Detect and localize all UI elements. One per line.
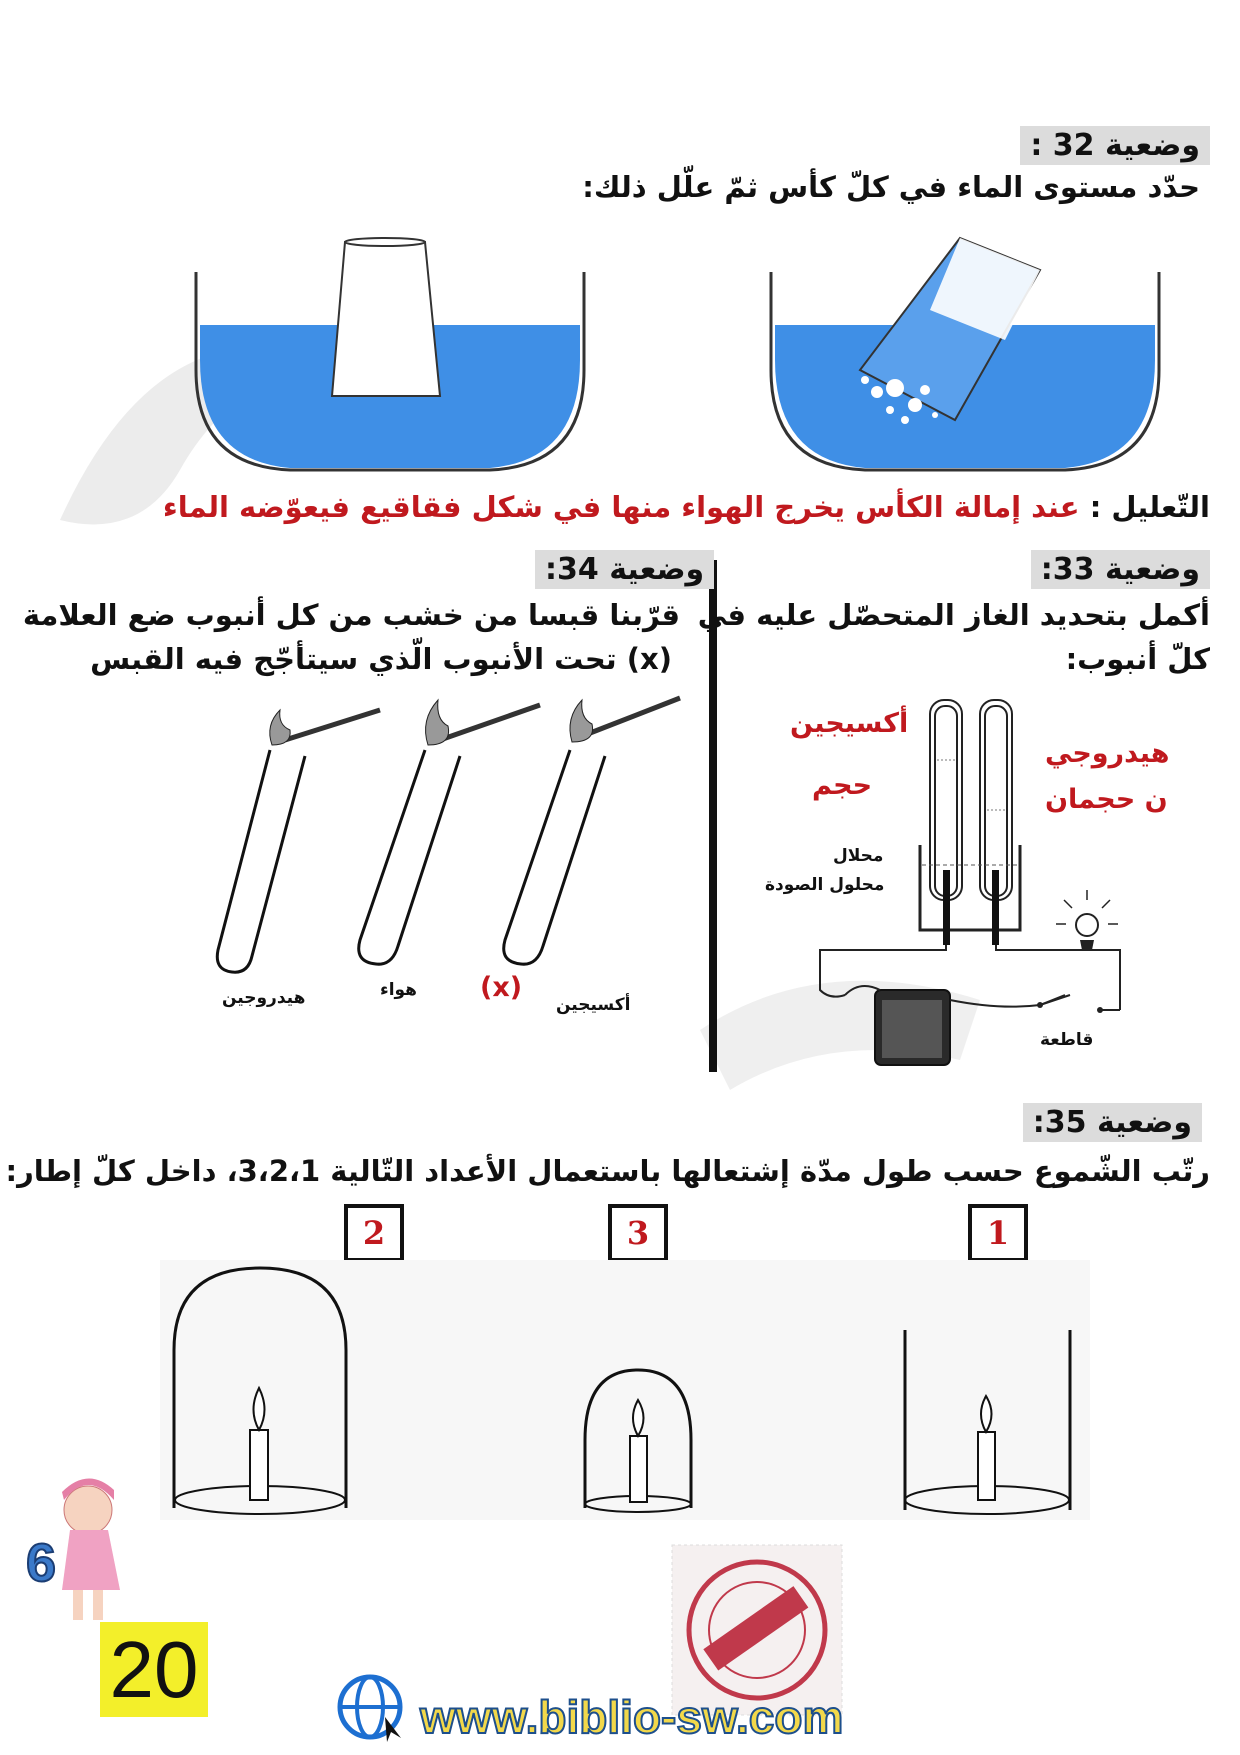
q34-instruction-line2: (x) تحت الأنبوب الّذي سيتأجّج فيه القبس bbox=[90, 642, 672, 676]
q33-answer-left-2: حجم bbox=[812, 770, 873, 801]
candle-jars-figure bbox=[160, 1260, 1100, 1530]
website-url[interactable]: www.biblio-sw.com bbox=[420, 1691, 844, 1743]
q34-title: وضعية 34: bbox=[535, 550, 714, 589]
answer-box-right[interactable]: 1 bbox=[968, 1204, 1028, 1262]
q33-instruction-line2: كلّ أنبوب: bbox=[1065, 642, 1210, 676]
q33-label-switch: قاطعة bbox=[1040, 1030, 1094, 1050]
q32-instruction: حدّد مستوى الماء في كلّ كأس ثمّ علّل ذلك: bbox=[582, 170, 1200, 204]
q33-label-electrolyte: محلال bbox=[833, 846, 884, 866]
page-number: 20 bbox=[100, 1622, 208, 1717]
grade-badge: 6 bbox=[26, 1533, 57, 1593]
tube-label-hydrogen: هيدروجين bbox=[222, 988, 306, 1008]
basin-upright-glass-figure bbox=[190, 230, 590, 470]
q33-title: وضعية 33: bbox=[1031, 550, 1210, 589]
q33-instruction-line1: أكمل بتحديد الغاز المتحصّل عليه في bbox=[697, 598, 1210, 632]
q33-answer-right-2: ن حجمان bbox=[1045, 784, 1168, 815]
tube-label-oxygen: أكسيجين bbox=[556, 995, 631, 1015]
q32-answer bbox=[163, 490, 1210, 524]
test-tubes-splint-figure bbox=[210, 690, 690, 990]
tube-label-air: هواء bbox=[380, 980, 417, 1000]
q34-instruction-line1: قرّبنا قبسا من خشب من كل أنبوب ضع العلامة bbox=[22, 598, 680, 632]
answer-box-left[interactable]: 2 bbox=[344, 1204, 404, 1262]
q32-answer-prefix: التّعليل : bbox=[1089, 490, 1210, 524]
q34-answer-mark: (x) bbox=[480, 972, 523, 1003]
answer-box-middle[interactable]: 3 bbox=[608, 1204, 668, 1262]
basin-tilted-glass-figure bbox=[765, 230, 1165, 470]
q33-label-solution: محلول الصودة bbox=[765, 875, 885, 895]
q32-title: وضعية 32 : bbox=[1020, 126, 1210, 165]
q32-answer-text: عند إمالة الكأس يخرج الهواء منها في شكل فقاقيع فيعوّضه الماء bbox=[162, 490, 1080, 524]
q35-instruction: رتّب الشّموع حسب طول مدّة إشتعالها باستعمال الأعداد التّالية 3،2،1، داخل كلّ إطار: bbox=[5, 1154, 1210, 1188]
column-divider bbox=[709, 560, 717, 1072]
q33-answer-right-1: هيدروجي bbox=[1045, 738, 1170, 769]
globe-icon bbox=[335, 1672, 405, 1742]
q35-title: وضعية 35: bbox=[1023, 1103, 1202, 1142]
q33-answer-left-1: أكسيجين bbox=[790, 708, 909, 739]
